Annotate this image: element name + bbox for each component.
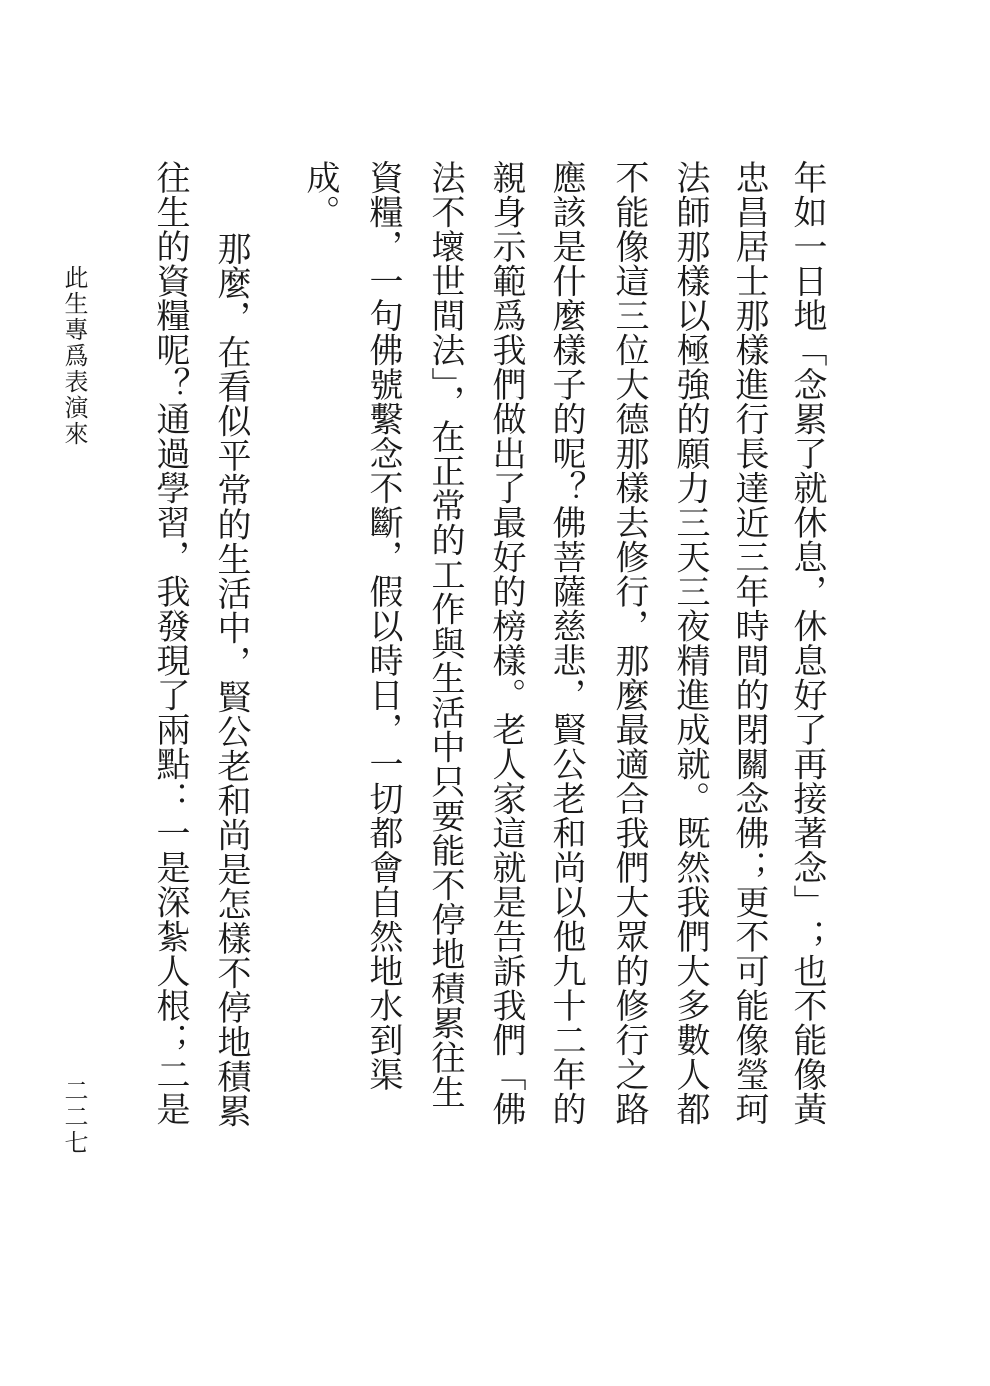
text-column: 法不壞世間法」，在正常的工作與生活中只要能不停地積累往生 [425, 160, 465, 1109]
text-column: 年如一日地「念累了就休息，休息好了再接著念」；也不能像黃 [787, 160, 827, 1126]
text-column: 那麼，在看似平常的生活中，賢公老和尚是怎樣不停地積累 [211, 231, 251, 1128]
text-column: 往生的資糧呢？通過學習，我發現了兩點：一是深紮人根；二是 [150, 160, 190, 1126]
text-column: 忠昌居士那樣進行長達近三年時間的閉關念佛；更不可能像瑩珂 [729, 160, 769, 1126]
text-column: 法師那樣以極強的願力三天三夜精進成就。既然我們大多數人都 [670, 160, 710, 1126]
text-column: 應該是什麼樣子的呢？佛菩薩慈悲，賢公老和尚以他九十二年的 [546, 160, 586, 1126]
text-column: 不能像這三位大德那樣去修行，那麼最適合我們大眾的修行之路 [609, 160, 649, 1126]
page-number: 二二七 [60, 1078, 88, 1156]
running-title: 此生專爲表演來 [60, 265, 88, 447]
text-column: 資糧，一句佛號繫念不斷，假以時日，一切都會自然地水到渠 [363, 160, 403, 1092]
text-column: 親身示範爲我們做出了最好的榜樣。老人家這就是告訴我們「佛 [486, 160, 526, 1126]
text-column: 成。 [300, 160, 340, 229]
